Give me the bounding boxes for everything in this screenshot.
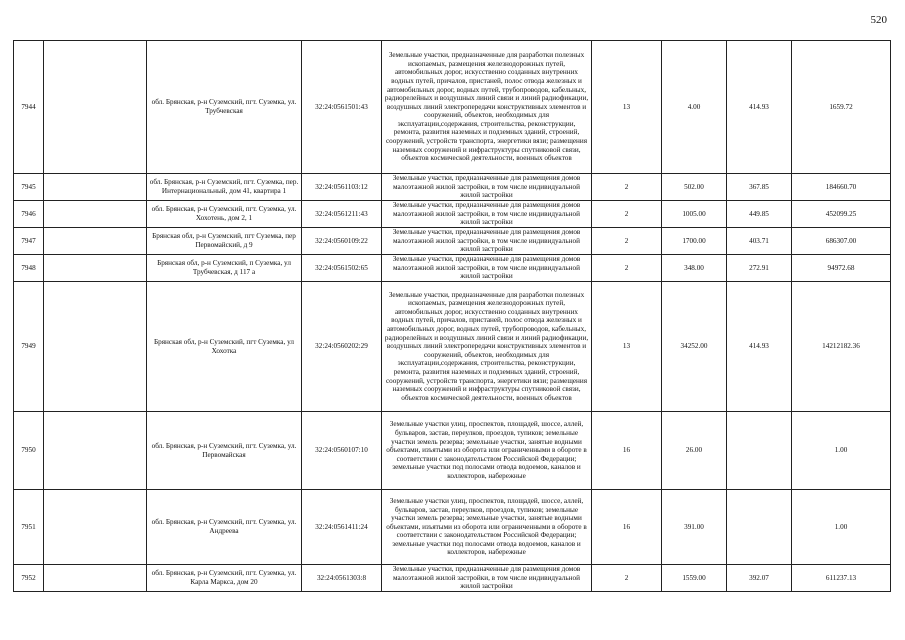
cadastral-value-cell: 1.00 <box>792 412 891 490</box>
code-cell: 2 <box>592 228 662 255</box>
cadastral-value-cell: 14212182.36 <box>792 282 891 412</box>
code-cell: 2 <box>592 255 662 282</box>
code-cell: 2 <box>592 201 662 228</box>
rate-cell: 367.85 <box>727 174 792 201</box>
row-id: 7949 <box>14 282 44 412</box>
spacer-cell <box>44 174 147 201</box>
cadastral-value-cell: 1.00 <box>792 490 891 565</box>
area-cell: 502.00 <box>662 174 727 201</box>
area-cell: 1700.00 <box>662 228 727 255</box>
address-cell: обл. Брянская, р-н Суземский, пгт. Суземка, ул. Андреева <box>147 490 302 565</box>
spacer-cell <box>44 565 147 592</box>
row-id: 7948 <box>14 255 44 282</box>
spacer-cell <box>44 412 147 490</box>
area-cell: 1005.00 <box>662 201 727 228</box>
table-body <box>14 41 891 592</box>
table-row <box>14 412 891 490</box>
cadastre-number-cell: 32:24:0561303:8 <box>302 565 382 592</box>
table-row <box>14 228 891 255</box>
cadastral-value-cell: 94972.68 <box>792 255 891 282</box>
area-cell: 34252.00 <box>662 282 727 412</box>
row-id: 7947 <box>14 228 44 255</box>
spacer-cell <box>44 282 147 412</box>
cadastral-value-cell: 1659.72 <box>792 41 891 174</box>
purpose-cell: Земельные участки улиц, проспектов, площадей, шоссе, аллей, бульваров, застав, переулков, проездов, тупиков; земельные участки земель резерва; земельные участки, занятые водными объектами, изъятыми из оборота или ограниченными в обороте в соответствии с законодательством Российской Федерации; земельные участки под полосами отвода водоемов, каналов и коллекторов, набережные <box>382 412 592 490</box>
code-cell: 16 <box>592 412 662 490</box>
cadastral-value-cell: 686307.00 <box>792 228 891 255</box>
address-cell: Брянская обл, р-н Суземский, пгт Суземка, пер Первомайский, д 9 <box>147 228 302 255</box>
purpose-cell: Земельные участки, предназначенные для размещения домов малоэтажной жилой застройки, в том числе индивидуальной жилой застройки <box>382 228 592 255</box>
spacer-cell <box>44 228 147 255</box>
spacer-cell <box>44 490 147 565</box>
code-cell: 16 <box>592 490 662 565</box>
address-cell: обл. Брянская, р-н Суземский, пгт. Суземка, ул. Хохотень, дом 2, 1 <box>147 201 302 228</box>
code-cell: 13 <box>592 282 662 412</box>
table-row <box>14 174 891 201</box>
rate-cell <box>727 490 792 565</box>
purpose-cell: Земельные участки, предназначенные для разработки полезных ископаемых, размещения железнодорожных путей, автомобильных дорог, искусственно созданных внутренних водных путей, причалов, пристаней, полос отвода железных и автомобильных дорог, водных путей, трубопроводов, кабельных, радиорелейных и воздушных линий связи и линий радиофикации, воздушных линий электропередачи конструктивных элементов и сооружений, объектов, необходимых для эксплуатации,содержания, строительства, реконструкции, ремонта, развития наземных и подземных зданий, строений, сооружений, устройств транспорта, энергетики вязи; размещения наземных сооружений и инфраструктуры спутниковой связи, объектов космической деятельности, военных объектов <box>382 282 592 412</box>
rate-cell: 414.93 <box>727 282 792 412</box>
cadastral-value-cell: 611237.13 <box>792 565 891 592</box>
purpose-cell: Земельные участки, предназначенные для размещения домов малоэтажной жилой застройки, в том числе индивидуальной жилой застройки <box>382 174 592 201</box>
row-id: 7946 <box>14 201 44 228</box>
table-row <box>14 490 891 565</box>
cadastral-value-cell: 184660.70 <box>792 174 891 201</box>
spacer-cell <box>44 255 147 282</box>
cadastre-number-cell: 32:24:0561211:43 <box>302 201 382 228</box>
spacer-cell <box>44 201 147 228</box>
rate-cell: 272.91 <box>727 255 792 282</box>
purpose-cell: Земельные участки, предназначенные для разработки полезных ископаемых, размещения железнодорожных путей, автомобильных дорог, искусственно созданных внутренних водных путей, причалов, пристаней, полос отвода железных и автомобильных дорог, водных путей, трубопроводов, кабельных, радиорелейных и воздушных линий связи и линий радиофикации, воздушных линий электропередачи конструктивных элементов и сооружений, объектов, необходимых для эксплуатации,содержания, строительства, реконструкции, ремонта, развития наземных и подземных зданий, строений, сооружений, устройств транспорта, энергетики вязи; размещения наземных сооружений и инфраструктуры спутниковой связи, объектов космической деятельности, военных объектов <box>382 41 592 174</box>
cadastral-value-cell: 452099.25 <box>792 201 891 228</box>
rate-cell <box>727 412 792 490</box>
address-cell: обл. Брянская, р-н Суземский, пгт. Суземка, пер. Интернациональный, дом 41, квартира 1 <box>147 174 302 201</box>
rate-cell: 403.71 <box>727 228 792 255</box>
row-id: 7945 <box>14 174 44 201</box>
address-cell: обл. Брянская, р-н Суземский, пгт. Суземка, ул. Трубчевская <box>147 41 302 174</box>
address-cell: обл. Брянская, р-н Суземский, пгт. Суземка, ул. Карла Маркса, дом 20 <box>147 565 302 592</box>
table-row <box>14 565 891 592</box>
spacer-cell <box>44 41 147 174</box>
cadastre-number-cell: 32:24:0561501:43 <box>302 41 382 174</box>
area-cell: 26.00 <box>662 412 727 490</box>
cadastre-number-cell: 32:24:0560107:10 <box>302 412 382 490</box>
table-row <box>14 41 891 174</box>
row-id: 7952 <box>14 565 44 592</box>
area-cell: 4.00 <box>662 41 727 174</box>
cadastre-number-cell: 32:24:0560109:22 <box>302 228 382 255</box>
address-cell: обл. Брянская, р-н Суземский, пгт. Суземка, ул. Первомайская <box>147 412 302 490</box>
rate-cell: 414.93 <box>727 41 792 174</box>
area-cell: 1559.00 <box>662 565 727 592</box>
purpose-cell: Земельные участки, предназначенные для размещения домов малоэтажной жилой застройки, в том числе индивидуальной жилой застройки <box>382 201 592 228</box>
code-cell: 2 <box>592 565 662 592</box>
address-cell: Брянская обл, р-н Суземский, пгт Суземка, ул Хохотка <box>147 282 302 412</box>
cadastre-number-cell: 32:24:0561103:12 <box>302 174 382 201</box>
cadastre-number-cell: 32:24:0560202:29 <box>302 282 382 412</box>
cadastre-number-cell: 32:24:0561502:65 <box>302 255 382 282</box>
purpose-cell: Земельные участки, предназначенные для размещения домов малоэтажной жилой застройки, в том числе индивидуальной жилой застройки <box>382 255 592 282</box>
area-cell: 391.00 <box>662 490 727 565</box>
code-cell: 2 <box>592 174 662 201</box>
page-number: 520 <box>870 14 887 26</box>
row-id: 7950 <box>14 412 44 490</box>
code-cell: 13 <box>592 41 662 174</box>
row-id: 7951 <box>14 490 44 565</box>
purpose-cell: Земельные участки, предназначенные для размещения домов малоэтажной жилой застройки, в том числе индивидуальной жилой застройки <box>382 565 592 592</box>
row-id: 7944 <box>14 41 44 174</box>
table-row <box>14 201 891 228</box>
purpose-cell: Земельные участки улиц, проспектов, площадей, шоссе, аллей, бульваров, застав, переулков, проездов, тупиков; земельные участки земель резерва; земельные участки, занятые водными объектами, изъятыми из оборота или ограниченными в обороте в соответствии с законодательством Российской Федерации; земельные участки под полосами отвода водоемов, каналов и коллекторов, набережные <box>382 490 592 565</box>
cadastre-number-cell: 32:24:0561411:24 <box>302 490 382 565</box>
table-row <box>14 255 891 282</box>
address-cell: Брянская обл, р-н Суземский, п Суземка, ул Трубчевская, д 117 а <box>147 255 302 282</box>
area-cell: 348.00 <box>662 255 727 282</box>
land-registry-table <box>13 40 891 592</box>
table-row <box>14 282 891 412</box>
rate-cell: 392.07 <box>727 565 792 592</box>
rate-cell: 449.85 <box>727 201 792 228</box>
